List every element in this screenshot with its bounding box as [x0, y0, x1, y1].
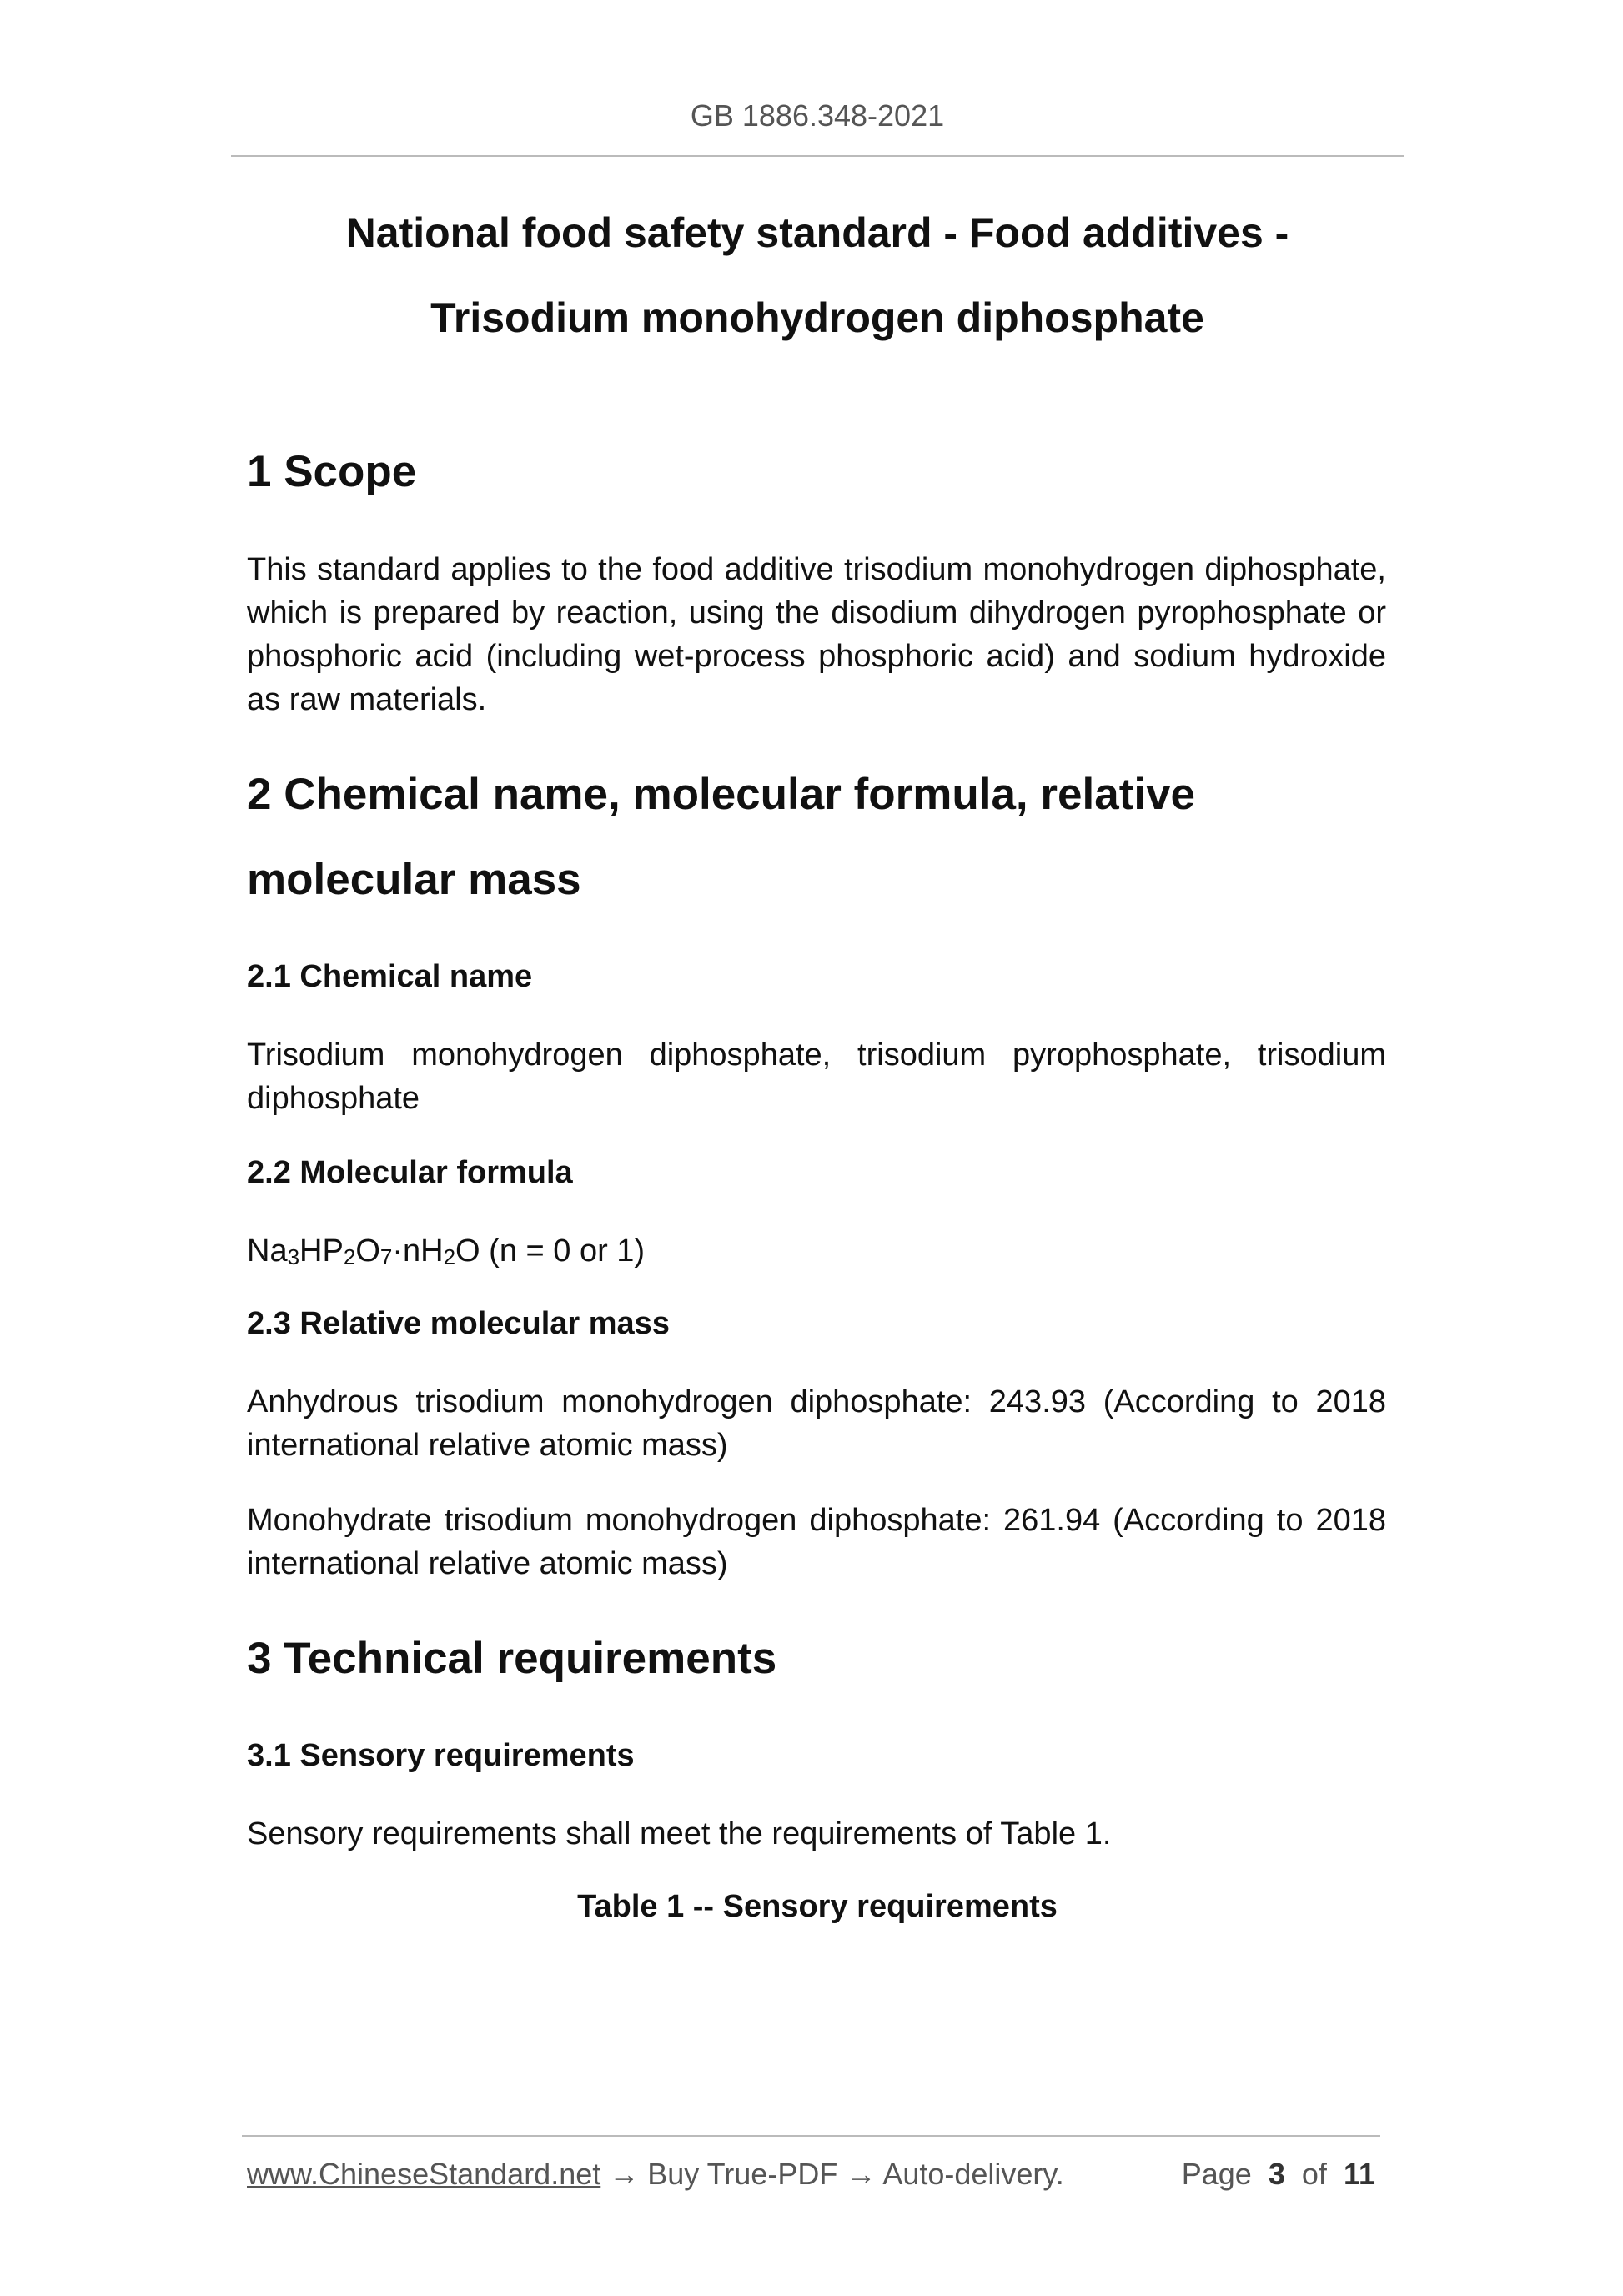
document-title-line-1: National food safety standard - Food additives -	[345, 209, 1289, 256]
section-3-1-text: Sensory requirements shall meet the requirements of Table 1.	[247, 1816, 1112, 1851]
header-divider	[231, 155, 1404, 157]
current-page: 3	[1268, 2157, 1285, 2191]
section-2-1-text: Trisodium monohydrogen diphosphate, trisodium pyrophosphate, trisodium diphosphate	[247, 1037, 1386, 1116]
section-1-heading: 1 Scope	[247, 447, 417, 496]
section-2-heading-line-1: 2 Chemical name, molecular formula, relative	[247, 770, 1196, 819]
document-code-header: GB 1886.348-2021	[690, 98, 945, 133]
footer-promo-text: → Buy True-PDF → Auto-delivery.	[600, 2157, 1064, 2191]
website-link[interactable]: www.ChineseStandard.net	[247, 2157, 601, 2191]
document-title-line-2: Trisodium monohydrogen diphosphate	[430, 294, 1204, 341]
monohydrate-mass-text: Monohydrate trisodium monohydrogen diphosphate: 261.94 (According to 2018 international relative atomic mass)	[247, 1503, 1386, 1581]
page-indicator: Page 3 of 11	[1181, 2157, 1375, 2191]
section-2-2-heading: 2.2 Molecular formula	[247, 1155, 573, 1190]
section-3-1-heading: 3.1 Sensory requirements	[247, 1738, 635, 1773]
anhydrous-mass-text: Anhydrous trisodium monohydrogen diphosphate: 243.93 (According to 2018 international relative atomic mass)	[247, 1384, 1386, 1463]
section-1-text: This standard applies to the food additive trisodium monohydrogen diphosphate, which is prepared by reaction, using the disodium dihydrogen pyrophosphate or phosphoric acid (including wet-process phosphoric acid) and sodium hydroxide as raw materials.	[247, 552, 1386, 717]
footer-divider	[242, 2135, 1380, 2137]
table-1-caption: Table 1 -- Sensory requirements	[577, 1889, 1058, 1924]
section-2-3-heading: 2.3 Relative molecular mass	[247, 1306, 670, 1341]
section-3-heading: 3 Technical requirements	[247, 1634, 777, 1683]
total-pages: 11	[1343, 2157, 1375, 2191]
molecular-formula: $Na_3HP_2O_7\cdot nH_2O$ (n = 0 or 1)	[247, 1233, 646, 1269]
section-2-1-heading: 2.1 Chemical name	[247, 959, 533, 994]
section-2-heading-line-2: molecular mass	[247, 855, 581, 904]
footer-promo	[247, 2157, 1064, 2192]
